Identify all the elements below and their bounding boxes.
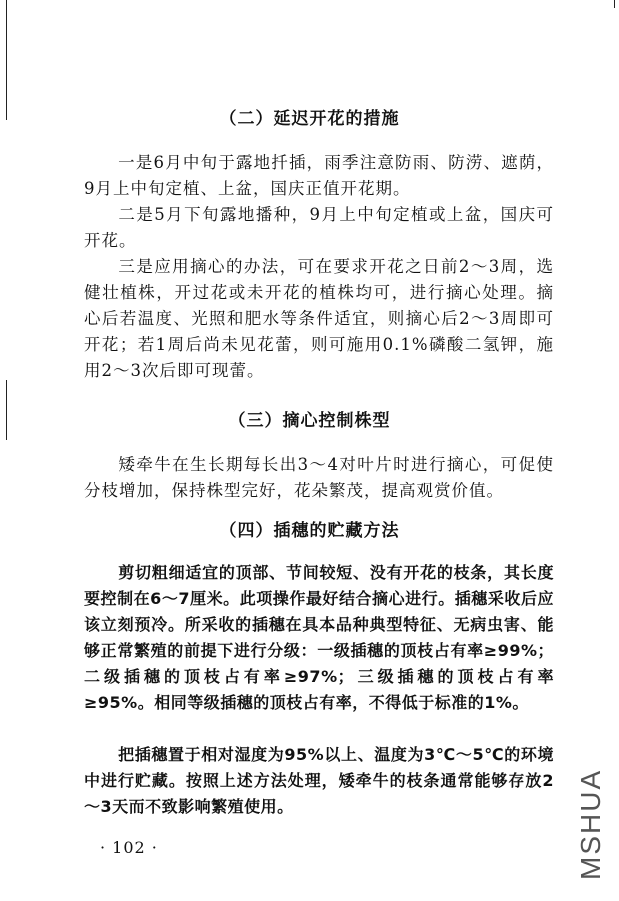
watermark: MSHUA [575,768,606,880]
paragraph-text: 矮牵牛在生长期每长出3～4对叶片时进行摘心，可促使分枝增加，保持株型完好，花朵繁茂，提高观赏价值。 [84,455,554,500]
scan-edge-line [6,0,7,120]
section-heading-pinching: （三）摘心控制株型 [228,411,391,431]
scan-edge-line [614,0,615,8]
paragraph-text: 一是6月中旬于露地扦插，雨季注意防雨、防涝、遮荫，9月上中旬定植、上盆，国庆正值开花期。 [84,153,554,198]
paragraph [84,452,554,504]
paragraph [84,150,554,202]
section-heading-cutting-storage: （四）插穗的贮藏方法 [219,521,400,541]
paragraph [84,254,554,384]
page-number: · 102 · [100,838,158,857]
paragraph-text: 剪切粗细适宜的顶部、节间较短、没有开花的枝条，其长度要控制在6～7厘米。此项操作最好结合摘心进行。插穗采收后应该立刻预冷。所采收的插穗在具本品种典型特征、无病虫害、能够正常繁殖的前提下进行分级：一级插穗的顶枝占有率≥99%；二级插穗的顶枝占有率≥97%；三级插穗的顶枝占有率≥95%。相同等级插穗的顶枝占有率，不得低于标准的1%。 [84,563,554,712]
section-heading-delay-flowering: （二）延迟开花的措施 [219,109,400,129]
paragraph [84,560,554,716]
paragraph [84,202,554,254]
paragraph-text: 二是5月下旬露地播种，9月上中旬定植或上盆，国庆可开花。 [84,205,554,250]
paragraph-text: 三是应用摘心的办法，可在要求开花之日前2～3周，选健壮植株，开过花或未开花的植株均可，进行摘心处理。摘心后若温度、光照和肥水等条件适宜，则摘心后2～3周即可开花；若1周后尚未见花蕾，则可施用0.1%磷酸二氢钾，施用2～3次后即可现蕾。 [84,257,554,380]
paragraph [84,742,554,820]
paragraph-text: 把插穗置于相对湿度为95%以上、温度为3℃～5℃的环境中进行贮藏。按照上述方法处理，矮牵牛的枝条通常能够存放2～3天而不致影响繁殖使用。 [84,745,554,816]
